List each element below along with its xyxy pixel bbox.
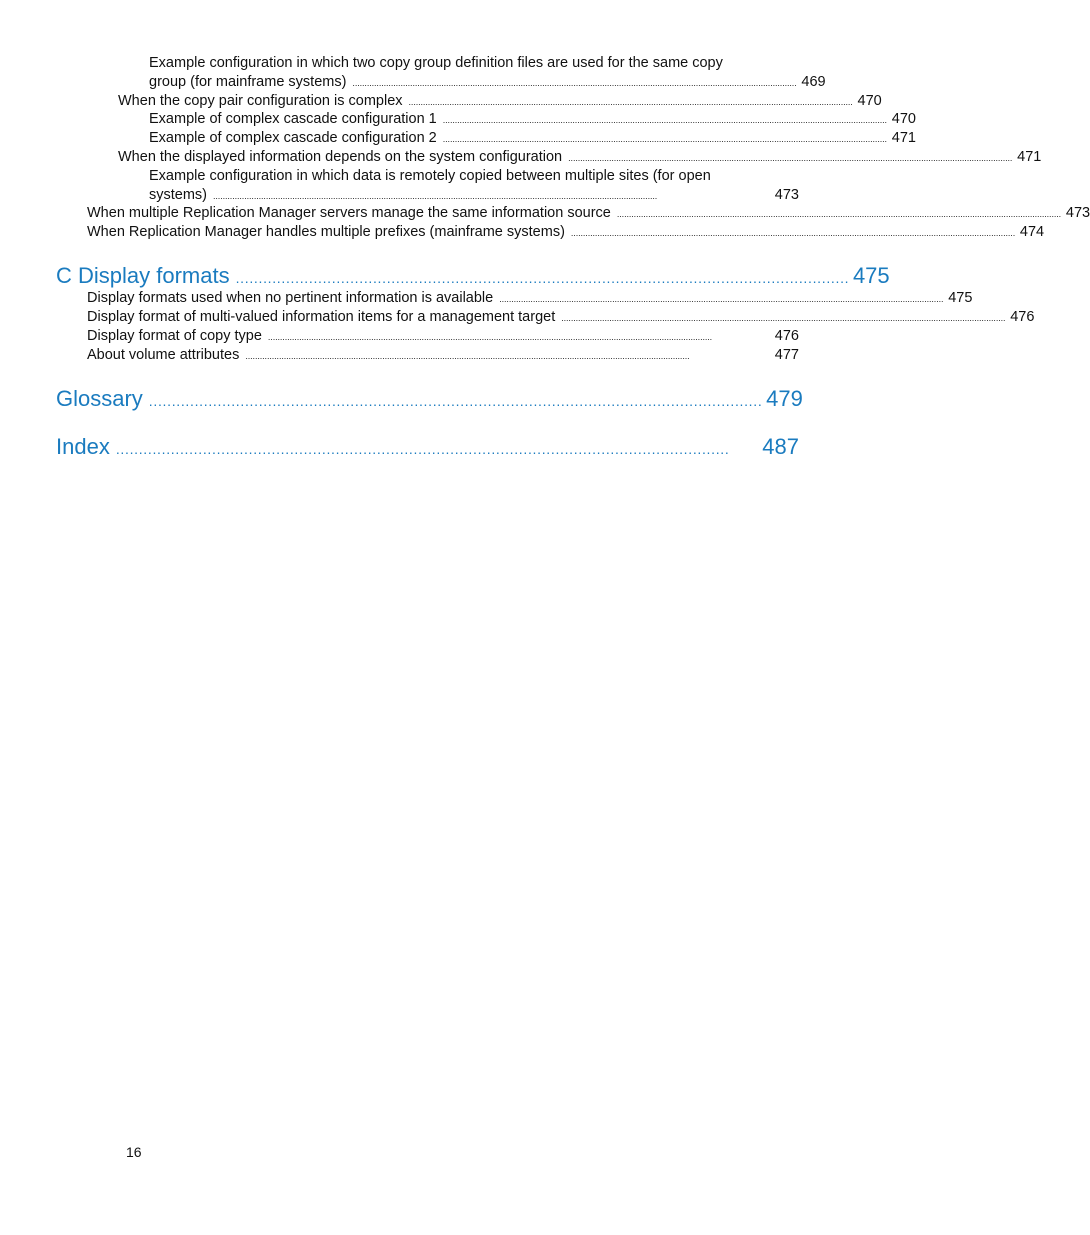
dot-leader xyxy=(116,433,756,463)
dot-leader xyxy=(499,289,942,309)
toc-entry[interactable] xyxy=(87,327,799,347)
toc-entry[interactable] xyxy=(87,346,799,366)
toc-entry-page: 473 xyxy=(774,187,799,203)
chapter-page: 487 xyxy=(762,434,799,459)
dot-leader xyxy=(245,346,768,366)
dot-leader xyxy=(617,204,1060,224)
toc-entry-title: Display formats used when no pertinent information is available xyxy=(87,290,494,306)
toc-entry[interactable] xyxy=(149,54,826,93)
toc-entry-page: 476 xyxy=(774,328,799,344)
toc-chapter-c[interactable] xyxy=(56,262,890,292)
toc-entry-title: group (for mainframe systems) xyxy=(149,74,347,90)
toc-entry-page: 476 xyxy=(1010,309,1035,325)
toc-entry[interactable] xyxy=(118,148,1042,168)
toc-entry-page: 475 xyxy=(948,290,973,306)
dot-leader xyxy=(149,385,760,415)
toc-entry-title: When multiple Replication Manager servers manage the same information source xyxy=(87,205,611,221)
toc-entry[interactable] xyxy=(149,167,799,206)
toc-entry-title: Display format of multi-valued information items for a management target xyxy=(87,309,556,325)
toc-entry[interactable] xyxy=(87,308,1035,328)
dot-leader xyxy=(571,223,1014,243)
toc-entry-page: 470 xyxy=(891,111,916,127)
footer-page-number: 16 xyxy=(126,1144,142,1160)
toc-entry-title: Display format of copy type xyxy=(87,328,262,344)
toc-entry-title: When the copy pair configuration is complex xyxy=(118,93,403,109)
toc-entry-title: systems) xyxy=(149,187,207,203)
dot-leader xyxy=(213,186,769,206)
toc-entry-page: 470 xyxy=(857,93,882,109)
toc-entry[interactable] xyxy=(149,129,916,149)
toc-entry-page: 469 xyxy=(801,74,826,90)
toc-chapter-index[interactable] xyxy=(56,433,799,463)
toc-entry-page: 474 xyxy=(1019,224,1045,240)
dot-leader xyxy=(352,73,795,93)
chapter-title: C Display formats xyxy=(56,263,230,288)
toc-chapter-glossary[interactable] xyxy=(56,385,803,415)
toc-entry-page: 471 xyxy=(891,130,916,146)
toc-entry-page: 473 xyxy=(1065,205,1090,221)
chapter-title: Glossary xyxy=(56,386,143,411)
toc-entry[interactable] xyxy=(149,110,916,130)
toc-entry-title: When the displayed information depends on the system configuration xyxy=(118,149,563,165)
toc-entry-title-line1: Example configuration in which data is remotely copied between multiple sites (for open xyxy=(149,168,711,184)
chapter-page: 479 xyxy=(766,386,803,411)
dot-leader xyxy=(443,129,886,149)
dot-leader xyxy=(568,148,1011,168)
toc-entry-page: 477 xyxy=(774,347,799,363)
dot-leader xyxy=(236,262,847,292)
dot-leader xyxy=(561,308,1004,328)
dot-leader xyxy=(443,110,886,130)
toc-entry[interactable] xyxy=(87,289,973,309)
toc-entry[interactable] xyxy=(87,223,1045,243)
dot-leader xyxy=(268,327,769,347)
toc-entry-title-line1: Example configuration in which two copy group definition files are used for the same copy xyxy=(149,55,723,71)
chapter-page: 475 xyxy=(852,263,890,288)
chapter-title: Index xyxy=(56,434,110,459)
toc-entry-title: About volume attributes xyxy=(87,347,240,363)
dot-leader xyxy=(409,92,852,112)
toc-entry-page: 471 xyxy=(1017,149,1042,165)
toc-entry-title: When Replication Manager handles multiple prefixes (mainframe systems) xyxy=(87,224,565,240)
toc-entry-title: Example of complex cascade configuration 2 xyxy=(149,130,437,146)
toc-entry[interactable] xyxy=(87,204,1090,224)
toc-entry[interactable] xyxy=(118,92,882,112)
toc-entry-title: Example of complex cascade configuration 1 xyxy=(149,111,437,127)
